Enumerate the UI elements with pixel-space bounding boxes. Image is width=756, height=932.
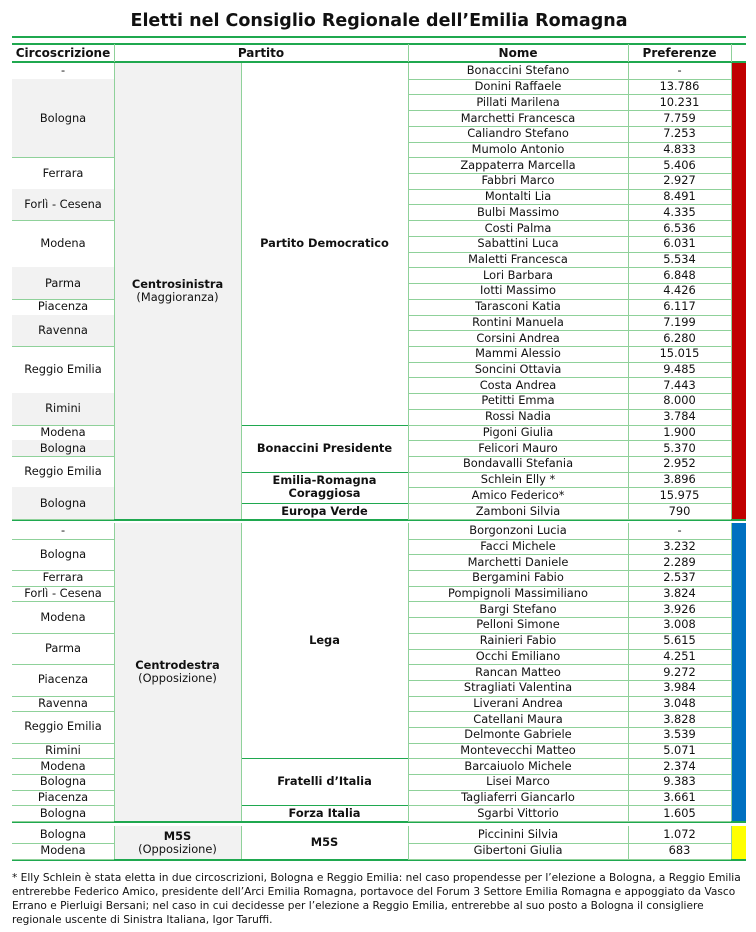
col-divider — [114, 523, 115, 821]
coalition-role: (Opposizione) — [138, 671, 217, 686]
circoscrizione-cell: Parma — [45, 641, 81, 656]
coalition-role: (Opposizione) — [138, 841, 217, 856]
candidate-preferences: 2.289 — [663, 554, 696, 569]
col-divider — [731, 523, 732, 821]
page-title: Eletti nel Consiglio Regionale dell’Emilia Romagna — [130, 11, 628, 31]
row-divider — [408, 519, 731, 520]
candidate-preferences: 5.071 — [663, 743, 696, 757]
circoscrizione-cell: Parma — [12, 267, 114, 298]
candidate-name: Iotti Massimo — [480, 283, 556, 298]
candidate-preferences: 15.015 — [659, 346, 700, 361]
candidate-name: Caliandro Stefano — [467, 126, 569, 141]
candidate-preferences: 790 — [668, 503, 691, 518]
col-divider — [408, 523, 409, 821]
candidate-preferences: 3.984 — [663, 680, 696, 695]
candidate-preferences: 3.008 — [663, 617, 696, 632]
candidate-preferences: 3.661 — [663, 790, 696, 805]
candidate-name: Gibertoni Giulia — [473, 843, 563, 858]
candidate-name: Bargi Stefano — [479, 601, 557, 616]
title-rule — [12, 36, 746, 38]
candidate-preferences: 4.833 — [663, 141, 696, 156]
candidate-preferences: 2.927 — [663, 173, 696, 188]
candidate-preferences: 7.759 — [663, 110, 696, 125]
circoscrizione-cell: Piacenza — [37, 672, 89, 687]
header-col-divider — [408, 44, 409, 62]
candidate-name: Bonaccini Stefano — [466, 63, 570, 78]
coalition-name: M5S — [163, 828, 192, 843]
party-cell: Europa Verde — [281, 503, 368, 518]
candidate-preferences: 9.272 — [663, 664, 696, 679]
candidate-preferences: - — [677, 523, 682, 538]
circoscrizione-cell: Piacenza — [37, 790, 89, 805]
candidate-preferences: 7.199 — [663, 314, 696, 329]
party-divider — [241, 821, 408, 822]
coalition-cell — [114, 523, 241, 821]
candidate-name: Petitti Emma — [481, 393, 555, 408]
col-divider — [114, 63, 115, 519]
candidate-name: Pigoni Giulia — [482, 424, 554, 439]
candidate-preferences: 3.048 — [663, 695, 696, 710]
coalition-color-bar — [731, 523, 746, 821]
candidate-name: Montevecchi Matteo — [460, 743, 576, 757]
circoscrizione-cell: - — [60, 63, 66, 78]
circoscrizione-cell: Modena — [40, 843, 86, 858]
candidate-name: Maletti Francesca — [468, 251, 568, 266]
circoscrizione-cell: Modena — [40, 236, 86, 251]
coalition-color-bar — [731, 826, 746, 859]
circoscrizione-cell: - — [60, 523, 66, 538]
circoscrizione-cell: Rimini — [45, 743, 81, 757]
col-divider — [408, 826, 409, 859]
candidate-name: Sgarbi Vittorio — [477, 805, 559, 820]
col-divider — [241, 826, 242, 859]
candidate-preferences: 9.485 — [663, 362, 696, 377]
header-preferenze: Preferenze — [642, 45, 717, 60]
candidate-preferences: 3.232 — [663, 539, 696, 554]
candidate-preferences: 8.491 — [663, 189, 696, 204]
col-divider — [114, 826, 115, 859]
candidate-preferences: 2.374 — [663, 758, 696, 773]
candidate-name: Stragliati Valentina — [463, 680, 573, 695]
candidate-name: Bulbi Massimo — [476, 204, 560, 219]
candidate-preferences: 5.534 — [663, 251, 696, 266]
row-divider — [408, 821, 731, 822]
circoscrizione-cell: Modena — [40, 758, 86, 773]
candidate-preferences: 6.031 — [663, 236, 696, 251]
candidate-preferences: 13.786 — [659, 79, 700, 94]
candidate-name: Zamboni Silvia — [475, 503, 561, 518]
circoscrizione-cell: Ferrara — [42, 165, 84, 180]
candidate-preferences: 2.537 — [663, 570, 696, 585]
candidate-preferences: 3.784 — [663, 409, 696, 424]
party-cell: Fratelli d’Italia — [277, 774, 372, 789]
candidate-preferences: 8.000 — [663, 393, 696, 408]
col-divider — [241, 63, 242, 519]
header-col-divider — [114, 44, 115, 62]
candidate-name: Pelloni Simone — [476, 617, 560, 632]
candidate-name: Piccinini Silvia — [477, 826, 559, 841]
candidate-name: Tagliaferri Giancarlo — [461, 790, 575, 805]
candidate-preferences: 5.370 — [663, 440, 696, 455]
circoscrizione-cell: Ravenna — [38, 695, 88, 710]
candidate-preferences: 683 — [668, 843, 691, 858]
col-divider — [628, 63, 629, 519]
circoscrizione-cell: Reggio Emilia — [24, 464, 102, 479]
candidate-name: Borgonzoni Lucia — [469, 523, 567, 538]
candidate-name: Zappaterra Marcella — [460, 157, 576, 172]
row-divider — [408, 859, 731, 860]
circoscrizione-cell: Bologna — [12, 487, 114, 518]
circoscrizione-cell: Bologna — [39, 546, 87, 561]
circoscrizione-cell: Piacenza — [37, 299, 89, 314]
candidate-preferences: 7.443 — [663, 377, 696, 392]
candidate-name: Rancan Matteo — [475, 664, 561, 679]
party-divider — [241, 859, 408, 860]
candidate-name: Marchetti Francesca — [460, 110, 576, 125]
candidate-name: Pillati Marilena — [476, 94, 560, 109]
col-divider — [731, 63, 732, 519]
col-divider — [408, 63, 409, 519]
circoscrizione-cell: Forlì - Cesena — [24, 586, 102, 601]
candidate-name: Catellani Maura — [473, 711, 563, 726]
party-cell: Lega — [309, 633, 340, 648]
row-divider — [12, 821, 114, 822]
circoscrizione-cell: Modena — [40, 609, 86, 624]
candidate-preferences: 1.900 — [663, 424, 696, 439]
circoscrizione-cell: Bologna — [39, 805, 87, 820]
header-nome: Nome — [498, 45, 538, 60]
candidate-name: Bergamini Fabio — [472, 570, 564, 585]
candidate-name: Facci Michele — [480, 539, 556, 554]
circoscrizione-cell: Rimini — [12, 393, 114, 424]
candidate-preferences: 3.926 — [663, 601, 696, 616]
col-divider — [628, 523, 629, 821]
candidate-preferences: 2.952 — [663, 456, 696, 471]
candidate-name: Donini Raffaele — [474, 79, 562, 94]
candidate-preferences: 4.251 — [663, 648, 696, 663]
candidate-preferences: 5.615 — [663, 633, 696, 648]
circoscrizione-cell: Bologna — [39, 774, 87, 789]
circoscrizione-cell: Modena — [40, 424, 86, 439]
row-divider — [12, 859, 114, 860]
candidate-name: Schlein Elly * — [480, 472, 556, 487]
coalition-name: Centrosinistra — [131, 276, 224, 291]
party-cell: M5S — [310, 835, 339, 849]
candidate-preferences: 15.975 — [659, 487, 700, 502]
candidate-name: Rossi Nadia — [485, 409, 551, 424]
circoscrizione-cell: Ravenna — [12, 315, 114, 346]
coalition-cell — [114, 63, 241, 519]
circoscrizione-cell: Reggio Emilia — [24, 362, 102, 377]
candidate-name: Lisei Marco — [486, 774, 550, 789]
candidate-name: Occhi Emiliano — [475, 648, 561, 663]
candidate-name: Lori Barbara — [483, 267, 553, 282]
row-divider — [12, 519, 114, 520]
circoscrizione-cell: Bologna — [12, 440, 114, 456]
col-divider — [628, 826, 629, 859]
candidate-preferences: 9.383 — [663, 774, 696, 789]
candidate-name: Amico Federico* — [471, 487, 565, 502]
party-cell: Emilia-Romagna Coraggiosa — [272, 473, 377, 501]
candidate-preferences: 1.072 — [663, 826, 696, 841]
candidate-preferences: 5.406 — [663, 157, 696, 172]
candidate-preferences: 4.426 — [663, 283, 696, 298]
candidate-name: Corsini Andrea — [476, 330, 560, 345]
party-cell: Partito Democratico — [260, 236, 389, 251]
candidate-name: Mumolo Antonio — [471, 141, 565, 156]
candidate-name: Soncini Ottavia — [474, 362, 562, 377]
header-circoscrizione: Circoscrizione — [15, 45, 111, 60]
coalition-name: Centrodestra — [135, 658, 220, 673]
candidate-name: Marchetti Daniele — [467, 554, 569, 569]
candidate-preferences: 3.828 — [663, 711, 696, 726]
coalition-cell — [114, 826, 241, 859]
circoscrizione-cell: Reggio Emilia — [24, 719, 102, 734]
candidate-name: Felicori Mauro — [478, 440, 558, 455]
col-divider — [731, 826, 732, 859]
candidate-name: Montalti Lia — [484, 189, 552, 204]
candidate-name: Sabattini Luca — [477, 236, 559, 251]
candidate-preferences: 1.605 — [663, 805, 696, 820]
candidate-name: Barcaiuolo Michele — [464, 758, 572, 773]
party-cell: Forza Italia — [288, 805, 361, 820]
candidate-name: Rainieri Fabio — [479, 633, 557, 648]
candidate-preferences: 10.231 — [659, 94, 700, 109]
circoscrizione-cell: Bologna — [39, 826, 87, 841]
header-partito: Partito — [237, 45, 285, 60]
candidate-name: Pompignoli Massimiliano — [448, 586, 588, 601]
footnote: * Elly Schlein è stata eletta in due circoscrizioni, Bologna e Reggio Emilia: nel caso propendesse per l’elezione a Bologna, a Reggio Emilia entrerebbe Federico Amico, presidente dell’Arci Emilia Romagna, portavoce del Forum 3 Settore Emilia Romagna e appoggiato da Vasco Errano e Pierluigi Bersani; nel caso in cui decidesse per l’elezione a Reggio Emilia, entrerebbe al suo posto a Bologna il consigliere regionale uscente di Sinistra Italiana, Igor Taruffi. — [12, 872, 741, 926]
circoscrizione-cell: Forlì - Cesena — [12, 189, 114, 220]
candidate-preferences: 6.848 — [663, 267, 696, 282]
circoscrizione-cell: Ferrara — [42, 570, 84, 585]
party-cell: Bonaccini Presidente — [256, 440, 393, 455]
header-col-divider — [731, 44, 732, 62]
candidate-preferences: 4.335 — [663, 204, 696, 219]
coalition-role: (Maggioranza) — [136, 289, 219, 304]
party-divider — [241, 519, 408, 520]
circoscrizione-cell: Bologna — [12, 79, 114, 158]
candidate-preferences: - — [677, 63, 682, 78]
candidate-preferences: 7.253 — [663, 126, 696, 141]
candidate-name: Costi Palma — [484, 220, 552, 235]
candidate-preferences: 6.117 — [663, 299, 696, 314]
candidate-preferences: 3.824 — [663, 586, 696, 601]
coalition-color-bar — [731, 63, 746, 519]
col-divider — [241, 523, 242, 821]
candidate-preferences: 6.280 — [663, 330, 696, 345]
candidate-preferences: 3.539 — [663, 727, 696, 742]
candidate-name: Delmonte Gabriele — [464, 727, 572, 742]
candidate-name: Tarasconi Katia — [475, 299, 561, 314]
candidate-name: Costa Andrea — [479, 377, 557, 392]
candidate-preferences: 3.896 — [663, 472, 696, 487]
header-col-divider — [628, 44, 629, 62]
candidate-name: Rontini Manuela — [472, 314, 564, 329]
candidate-name: Liverani Andrea — [473, 695, 563, 710]
candidate-name: Mammi Alessio — [475, 346, 561, 361]
candidate-name: Fabbri Marco — [481, 173, 555, 188]
candidate-preferences: 6.536 — [663, 220, 696, 235]
candidate-name: Bondavalli Stefania — [462, 456, 574, 471]
